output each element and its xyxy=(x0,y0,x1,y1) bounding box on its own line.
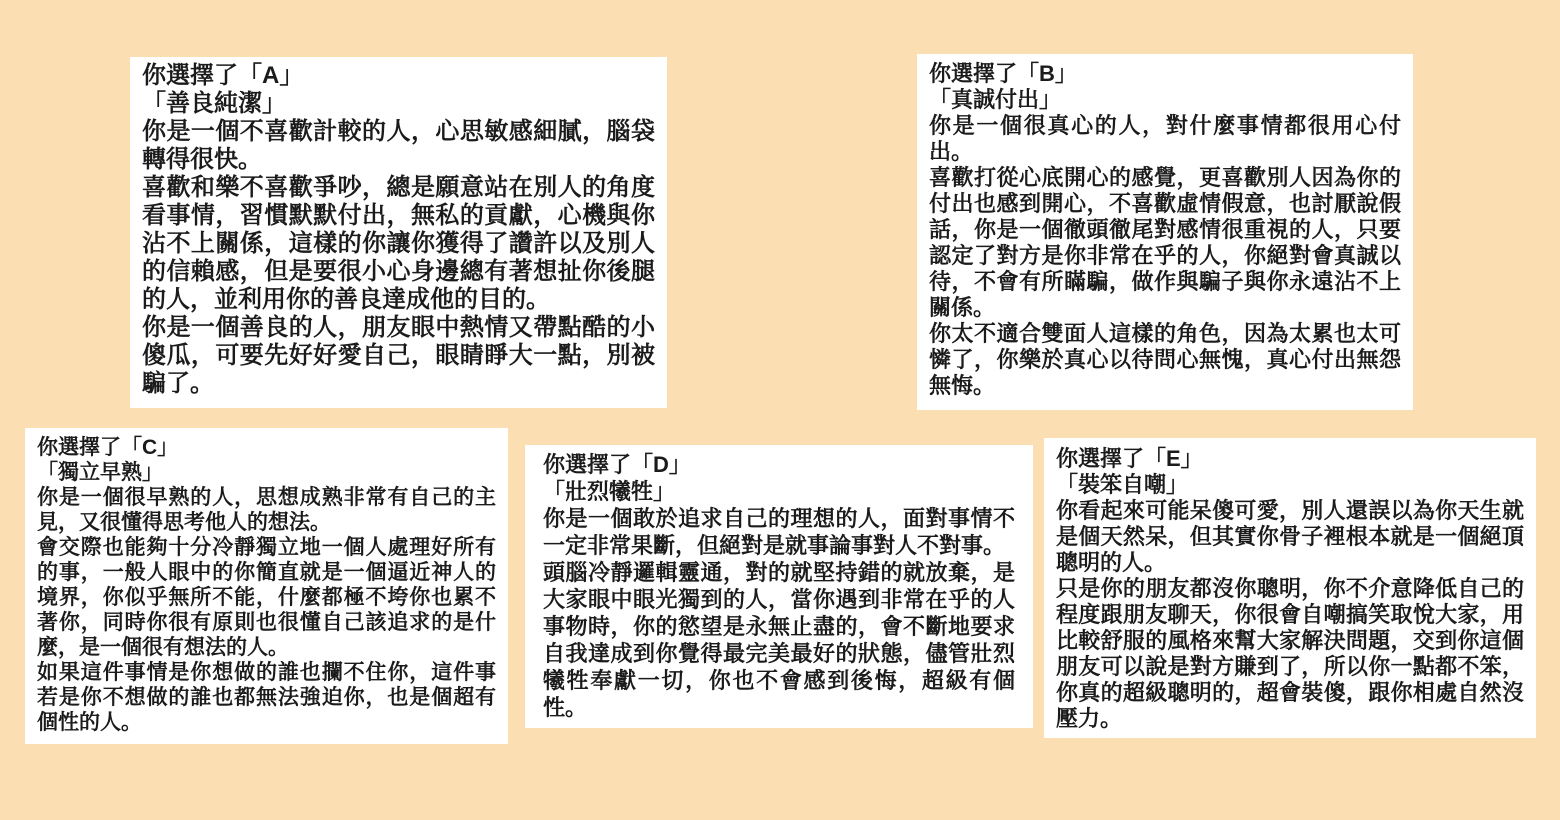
result-card-c xyxy=(25,428,508,744)
result-paragraph: 你太不適合雙面人這樣的角色，因為太累也太可憐了，你樂於真心以待問心無愧，真心付出無怨無悔。 xyxy=(929,321,1401,398)
choice-line-c: 你選擇了「C」 xyxy=(37,436,179,459)
title-line-a: 「善良純潔」 xyxy=(142,90,286,117)
choice-line-e: 你選擇了「E」 xyxy=(1056,446,1203,471)
result-paragraph: 你是一個很早熟的人，思想成熟非常有自己的主見，又很懂得思考他人的想法。 xyxy=(37,486,496,534)
result-paragraph: 你是一個善良的人，朋友眼中熱情又帶點酷的小傻瓜，可要先好好愛自己，眼睛睜大一點，別被騙了。 xyxy=(142,314,655,397)
result-paragraph: 你是一個很真心的人，對什麼事情都很用心付出。 xyxy=(929,113,1401,164)
result-card-d xyxy=(525,445,1033,728)
result-paragraph: 只是你的朋友都沒你聰明，你不介意降低自己的程度跟朋友聊天，你很會自嘲搞笑取悅大家，用比較舒服的風格來幫大家解決問題，交到你這個朋友可以說是對方賺到了，所以你一點都不笨，你真的超級聰明的，超會裝傻，跟你相處自然沒壓力。 xyxy=(1056,576,1524,731)
result-card-a xyxy=(130,57,667,408)
choice-line-a: 你選擇了「A」 xyxy=(142,62,304,89)
result-paragraph: 頭腦冷靜邏輯靈通，對的就堅持錯的就放棄，是大家眼中眼光獨到的人，當你遇到非常在乎的人事物時，你的慾望是永無止盡的，會不斷地要求自我達成到你覺得最完美最好的狀態，儘管壯烈犧牲奉獻一切，你也不會感到後悔，超級有個性。 xyxy=(543,560,1015,720)
title-line-d: 「壯烈犧牲」 xyxy=(543,479,676,504)
result-card-b xyxy=(917,54,1413,410)
result-paragraph: 你是一個不喜歡計較的人，心思敏感細膩，腦袋轉得很快。 xyxy=(142,118,655,173)
result-card-e xyxy=(1044,438,1536,738)
result-paragraph: 會交際也能夠十分冷靜獨立地一個人處理好所有的事，一般人眼中的你簡直就是一個逼近神人的境界，你似乎無所不能，什麼都極不垮你也累不著你，同時你很有原則也很懂自己該追求的是什麼，是一個很有想法的人。 xyxy=(37,536,496,659)
choice-line-d: 你選擇了「D」 xyxy=(543,452,691,477)
result-paragraph: 喜歡和樂不喜歡爭吵，總是願意站在別人的角度看事情，習慣默默付出，無私的貢獻，心機與你沾不上關係，這樣的你讓你獲得了讚許以及別人的信賴感，但是要很小心身邊總有著想扯你後腿的人，並利用你的善良達成他的目的。 xyxy=(142,174,655,313)
title-line-b: 「真誠付出」 xyxy=(929,87,1062,112)
result-paragraph: 你看起來可能呆傻可愛，別人還誤以為你天生就是個天然呆，但其實你骨子裡根本就是一個絕頂聰明的人。 xyxy=(1056,498,1524,575)
result-paragraph: 如果這件事情是你想做的誰也攔不住你，這件事若是你不想做的誰也都無法強迫你，也是個超有個性的人。 xyxy=(37,661,496,734)
title-line-e: 「裝笨自嘲」 xyxy=(1056,472,1189,497)
result-paragraph: 你是一個敢於追求自己的理想的人，面對事情不一定非常果斷，但絕對是就事論事對人不對事。 xyxy=(543,506,1015,558)
choice-line-b: 你選擇了「B」 xyxy=(929,61,1077,86)
result-paragraph: 喜歡打從心底開心的感覺，更喜歡別人因為你的付出也感到開心，不喜歡虛情假意，也討厭說假話，你是一個徹頭徹尾對感情很重視的人，只要認定了對方是你非常在乎的人，你絕對會真誠以待，不會有所瞞騙，做作與騙子與你永遠沾不上關係。 xyxy=(929,165,1401,320)
title-line-c: 「獨立早熟」 xyxy=(37,461,163,484)
